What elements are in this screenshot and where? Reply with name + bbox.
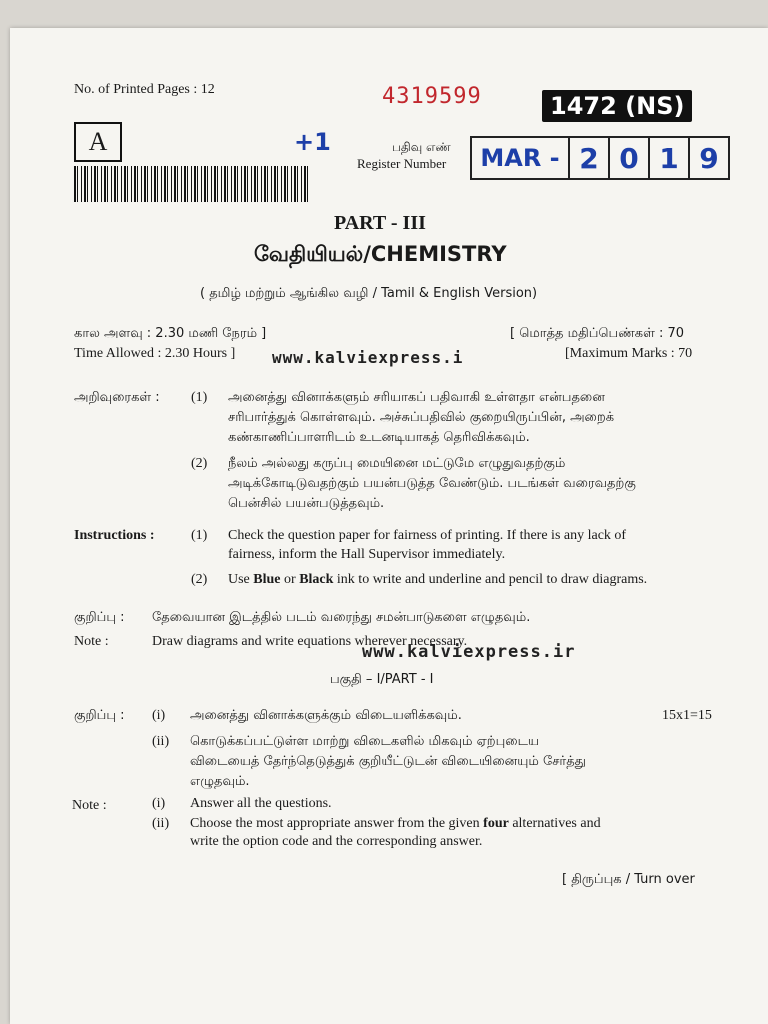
version-line: ( தமிழ் மற்றும் ஆங்கில வழி / Tamil & English Version) [200,286,538,301]
item-number: (i) [152,796,166,811]
note-english-label: Note : [74,634,109,649]
register-cell: 1 [650,138,690,178]
instruction-line [190,816,601,832]
text-run: or [280,572,300,587]
watermark: www.kalviexpress.ir [362,642,576,662]
register-label-english: Register Number [357,156,447,171]
series-letter-box: A [74,122,122,162]
note-english-text: Draw diagrams and write equations wherever necessary. [152,634,468,649]
instruction-line: fairness, inform the Hall Supervisor immediately. [228,547,506,562]
black-word: Black [299,572,334,587]
instruction-line: கொடுக்கப்பட்டுள்ள மாற்று விடைகளில் மிகவும் ஏற்புடைய [190,734,540,749]
marks-english: [Maximum Marks : 70 [565,346,693,361]
item-number: (1) [191,528,208,543]
instruction-line: Check the question paper for fairness of printing. If there is any lack of [228,528,627,543]
instruction-line: விடையைத் தேர்ந்தெடுத்துக் குறியீட்டுடன் விடையினையும் சேர்த்து [190,754,586,769]
instruction-line: Answer all the questions. [190,796,332,811]
marks-tamil: [ மொத்த மதிப்பெண்கள் : 70 [510,326,684,341]
instruction-line: நீலம் அல்லது கருப்பு மையினை மட்டுமே எழுதுவதற்கும் [228,456,566,471]
text-run: alternatives and [508,816,601,831]
instructions-english-label: Instructions : [74,528,155,543]
four-word: four [483,816,509,831]
register-cell: 0 [610,138,650,178]
marks-scheme: 15x1=15 [662,708,712,723]
instructions-tamil-label: அறிவுரைகள் : [74,390,160,405]
instruction-line: பென்சில் பயன்படுத்தவும். [228,496,385,511]
instruction-line: அனைத்து வினாக்களுக்கும் விடையளிக்கவும். [190,708,462,723]
register-cell: 2 [570,138,610,178]
serial-number: 4319599 [382,84,482,109]
instruction-line: write the option code and the corresponding answer. [190,834,483,849]
instruction-line: அடிக்கோடிடுவதற்கும் பயன்படுத்த வேண்டும். படங்கள் வரைவதற்கு [228,476,636,491]
register-cell: MAR - [472,138,570,178]
paper-code-badge: 1472 (NS) [542,90,692,122]
item-number: (ii) [152,734,170,749]
instruction-line [228,572,647,588]
turn-over: [ திருப்புக / Turn over [562,872,695,887]
instruction-line: கண்காணிப்பாளரிடம் உடனடியாகத் தெரிவிக்கவும். [228,430,530,445]
part1-heading: பகுதி – I/PART - I [330,672,434,687]
instruction-line: சரிபார்த்துக் கொள்ளவும். அச்சுப்பதிவில் குறையிருப்பின், அறைக் [228,410,615,425]
text-run: Use [228,572,254,587]
printed-pages: No. of Printed Pages : 12 [74,82,215,97]
item-number: (ii) [152,816,170,831]
blue-word: Blue [253,572,281,587]
time-english: Time Allowed : 2.30 Hours ] [74,346,236,361]
part1-english-label: Note : [72,798,107,813]
part1-tamil-label: குறிப்பு : [74,708,125,723]
barcode [74,166,308,202]
text-run: ink to write and underline and pencil to draw diagrams. [333,572,648,587]
item-number: (1) [191,390,208,405]
note-tamil-text: தேவையான இடத்தில் படம் வரைந்து சமன்பாடுகளை எழுதவும். [152,610,531,625]
part-title: PART - III [334,212,426,234]
register-number-box [470,136,730,180]
item-number: (i) [152,708,166,723]
subject-title: வேதியியல்/CHEMISTRY [254,242,507,266]
instruction-line: எழுதவும். [190,774,250,789]
register-label-tamil: பதிவு எண் [392,140,451,154]
register-cell: 9 [699,141,719,175]
instruction-line: அனைத்து வினாக்களும் சரியாகப் பதிவாகி உள்ளதா என்பதனை [228,390,605,405]
note-tamil-label: குறிப்பு : [74,610,125,625]
watermark: www.kalviexpress.i [272,348,464,367]
time-tamil: கால அளவு : 2.30 மணி நேரம் ] [74,326,267,341]
text-run: Choose the most appropriate answer from the given [190,816,484,831]
item-number: (2) [191,456,208,471]
handwritten-class: +1 [294,128,331,156]
item-number: (2) [191,572,208,587]
